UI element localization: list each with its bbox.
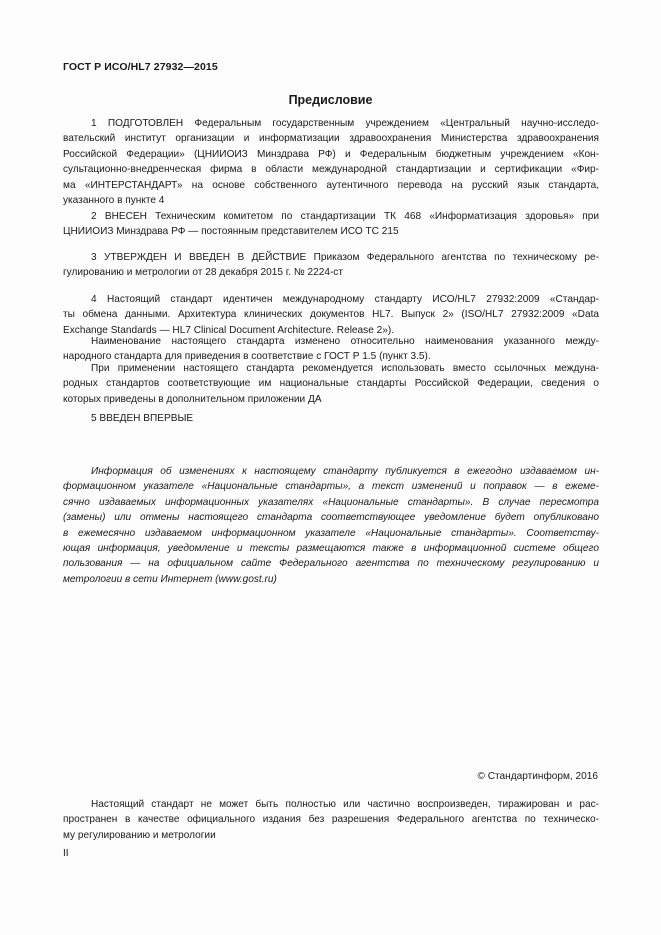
paragraph-line: 2 ВНЕСЕН Техническим комитетом по стандартизации ТК 468 «Информатизация здоровья» при <box>91 211 599 222</box>
paragraph-line: сячно издаваемых информационных указателях «Национальные стандарты». В случае пересмотра <box>63 496 599 508</box>
paragraph-line: При применении настоящего стандарта рекомендуется использовать вместо ссылочных междуна- <box>91 363 599 374</box>
page-number: II <box>63 848 69 859</box>
paragraph-line: Exchange Standards — HL7 Clinical Document Architecture. Release 2»). <box>63 324 395 336</box>
paragraph-6 <box>63 361 599 407</box>
paragraph-line: в ежемесячно издаваемом информационном указателе «Национальные стандарты». Соответству- <box>63 527 599 539</box>
paragraph-line: формационном указателе «Национальные стандарты», а текст изменений и поправок — в ежеме- <box>63 481 599 493</box>
paragraph-line: 3 УТВЕРЖДЕН И ВВЕДЕН В ДЕЙСТВИЕ Приказом Федерального агентства по техническому ре- <box>91 252 599 263</box>
paragraph-7 <box>63 411 599 426</box>
page-title: Предисловие <box>288 93 373 107</box>
reproduction-notice <box>63 797 599 843</box>
paragraph-line: ма «ИНТЕРСТАНДАРТ» на основе собственного аутентичного перевода на русский язык стандарта, <box>63 179 599 191</box>
paragraph-line: 4 Настоящий стандарт идентичен международному стандарту ИСО/HL7 27932:2009 «Стандар- <box>91 294 599 305</box>
paragraph-line: Наименование настоящего стандарта изменено относительно наименования указанного между- <box>91 336 599 347</box>
paragraph-line: гулированию и метрологии от 28 декабря 2015 г. № 2224-ст <box>63 267 343 279</box>
paragraph-line: родных стандартов соответствующие им национальные стандарты Российской Федерации, сведения о <box>63 378 599 390</box>
paragraph-line: пространен в качестве официального издания без разрешения Федерального агентства по техническо- <box>63 814 599 826</box>
paragraph-line: пользования — на официальном сайте Федерального агентства по техническому регулированию и <box>63 558 599 570</box>
paragraph-line: ты обмена данными. Архитектура клинических документов HL7. Выпуск 2» (ISO/HL7 27932:2009 «Data <box>63 309 599 321</box>
paragraph-line: указанного в пункте 4 <box>63 195 165 207</box>
paragraph-line: Настоящий стандарт не может быть полностью или частично воспроизведен, тиражирован и рас- <box>91 799 599 810</box>
paragraph-2 <box>63 209 599 240</box>
standard-header: ГОСТ Р ИСО/HL7 27932—2015 <box>63 61 218 73</box>
paragraph-line: 1 ПОДГОТОВЛЕН Федеральным государственным учреждением «Центральный научно-исследо- <box>91 118 599 129</box>
paragraph-line: вательский институт организации и информатизации здравоохранения Министерства здравоохранения <box>63 133 599 145</box>
paragraph-line: Российской Федерации» (ЦНИИОИЗ Минздрава РФ) и Федеральным бюджетным учреждением «Кон- <box>63 148 599 160</box>
paragraph-line: Информация об изменениях к настоящему стандарту публикуется в ежегодно издаваемом ин- <box>91 466 599 477</box>
info-notice <box>63 464 599 587</box>
paragraph-line: ЦНИИОИЗ Минздрава РФ — постоянным представителем ИСО ТС 215 <box>63 226 399 238</box>
paragraph-line: ющая информация, уведомление и тексты размещаются также в информационной системе общего <box>63 543 599 555</box>
paragraph-4 <box>63 292 599 338</box>
paragraph-line: которых приведены в дополнительном приложении ДА <box>63 393 322 405</box>
paragraph-line: му регулированию и метрологии <box>63 829 216 841</box>
paragraph-line: метрологии в сети Интернет (www.gost.ru) <box>63 573 277 585</box>
paragraph-line: народного стандарта для приведения в соответствие с ГОСТ Р 1.5 (пункт 3.5). <box>63 351 431 363</box>
paragraph-line: (замены) или отмены настоящего стандарта соответствующее уведомление будет опубликовано <box>63 512 599 524</box>
paragraph-line: 5 ВВЕДЕН ВПЕРВЫЕ <box>91 413 194 424</box>
paragraph-1 <box>63 116 599 208</box>
copyright: © Стандартинформ, 2016 <box>477 771 598 782</box>
paragraph-3 <box>63 250 599 281</box>
paragraph-line: сультационно-внедренческая фирма в области международной стандартизации и сертификации «Фир- <box>63 164 599 176</box>
